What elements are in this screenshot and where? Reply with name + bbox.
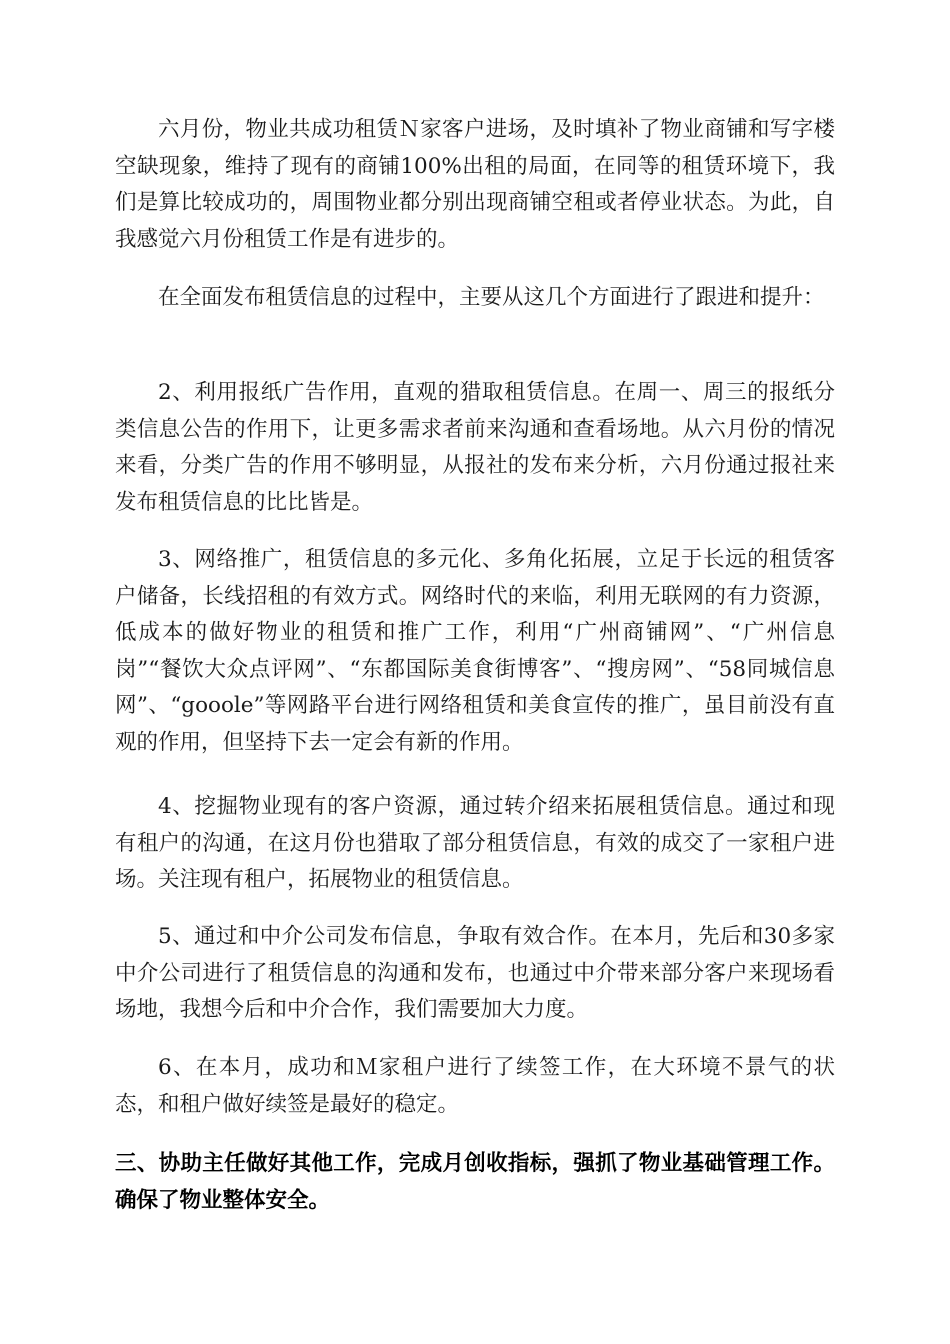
paragraph-existing-clients: 4、挖掘物业现有的客户资源，通过转介绍来拓展租赁信息。通过和现有租户的沟通，在这月份也猎取了部分租赁信息，有效的成交了一家租户进场。关注现有租户，拓展物业的租赁信息。 — [115, 794, 835, 892]
paragraph-lease-renewal: 6、在本月，成功和Ｍ家租户进行了续签工作，在大环境不景气的状态，和租户做好续签是最好的稳定。 — [115, 1055, 835, 1117]
paragraph-june-leasing-summary: 六月份，物业共成功租赁Ｎ家客户进场，及时填补了物业商铺和写字楼空缺现象，维持了现有的商铺100%出租的局面，在同等的租赁环境下，我们是算比较成功的，周围物业都分别出现商铺空租或者停业状态。为此，自我感觉六月份租赁工作是有进步的。 — [115, 117, 835, 252]
paragraph-online-promotion: 3、网络推广，租赁信息的多元化、多角化拓展，立足于长远的租赁客户储备，长线招租的有效方式。网络时代的来临，利用无联网的有力资源，低成本的做好物业的租赁和推广工作，利用“广州商铺网”、“广州信息岗”“餐饮大众点评网”、“东都国际美食街博客”、“搜房网”、“58同城信息网”、“gooole”等网路平台进行网络租赁和美食宣传的推广，虽目前没有直观的作用，但坚持下去一定会有新的作用。 — [115, 547, 835, 755]
paragraph-newspaper-ads: 2、利用报纸广告作用，直观的猎取租赁信息。在周一、周三的报纸分类信息公告的作用下，让更多需求者前来沟通和查看场地。从六月份的情况来看，分类广告的作用不够明显，从报社的发布来分析，六月份通过报社来发布租赁信息的比比皆是。 — [115, 380, 835, 515]
section-heading-three: 三、协助主任做好其他工作，完成月创收指标，强抓了物业基础管理工作。确保了物业整体安全。 — [115, 1151, 835, 1213]
paragraph-agency-cooperation: 5、通过和中介公司发布信息，争取有效合作。在本月，先后和30多家中介公司进行了租赁信息的沟通和发布，也通过中介带来部分客户来现场看场地，我想今后和中介合作，我们需要加大力度。 — [115, 924, 835, 1022]
paragraph-leasing-info-intro: 在全面发布租赁信息的过程中，主要从这几个方面进行了跟进和提升： — [158, 285, 825, 310]
